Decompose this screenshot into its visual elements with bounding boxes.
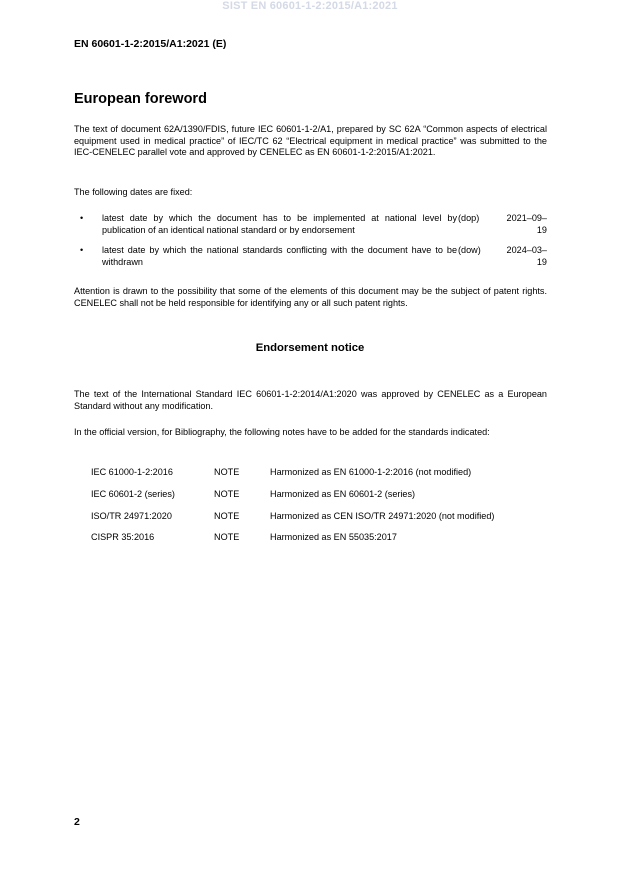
note-standard: ISO/TR 24971:2020: [91, 511, 172, 521]
note-type: NOTE: [214, 511, 240, 521]
note-text: Harmonized as EN 60601-2 (series): [270, 489, 416, 499]
endorsement-text: The text of the International Standard IEC 60601-1-2:2014/A1:2020 was approved by CENELEC as a European Standard without any modification.: [74, 389, 547, 411]
note-text: Harmonized as EN 61000-1-2:2016 (not modified): [270, 467, 472, 477]
note-standard: IEC 60601-2 (series): [91, 489, 175, 499]
bibliography-intro: In the official version, for Bibliography, the following notes have to be added for the standards indicated:: [74, 427, 490, 437]
dow-label: (dow): [458, 245, 481, 255]
note-type: NOTE: [214, 467, 240, 477]
bullet-icon: •: [80, 245, 84, 255]
note-text: Harmonized as EN 55035:2017: [270, 532, 397, 542]
watermark: SIST EN 60601-1-2:2015/A1:2021: [222, 0, 398, 12]
note-type: NOTE: [214, 532, 240, 542]
dow-description: latest date by which the national standards conflicting with the document have to be withdrawn: [102, 245, 457, 267]
dop-date: 2021–09–19: [506, 213, 547, 235]
page-number: 2: [74, 816, 80, 828]
patent-notice: Attention is drawn to the possibility that some of the elements of this document may be the subject of patent rights. CENELEC shall not be held responsible for identifying any or all such patent rights.: [74, 286, 547, 308]
dates-intro: The following dates are fixed:: [74, 187, 193, 197]
dow-date: 2024–03–19: [506, 245, 547, 267]
note-standard: CISPR 35:2016: [91, 532, 155, 542]
foreword-intro: The text of document 62A/1390/FDIS, future IEC 60601-1-2/A1, prepared by SC 62A “Common aspects of electrical equipment used in medical practice” of IEC/TC 62 “Electrical equipment in medical practice” was submitted to the IEC-CENELEC parallel vote and approved by CENELEC as EN 60601-1-2:2015/A1:2021.: [74, 124, 547, 158]
dop-description: latest date by which the document has to be implemented at national level by publication of an identical national standard or by endorsement: [102, 213, 457, 235]
note-text: Harmonized as CEN ISO/TR 24971:2020 (not modified): [270, 511, 495, 521]
note-standard: IEC 61000-1-2:2016: [91, 467, 173, 477]
dop-label: (dop): [458, 213, 480, 223]
bullet-icon: •: [80, 213, 84, 223]
foreword-heading: European foreword: [74, 91, 207, 107]
document-id: EN 60601-1-2:2015/A1:2021 (E): [74, 38, 227, 50]
endorsement-heading: Endorsement notice: [255, 342, 365, 354]
note-type: NOTE: [214, 489, 240, 499]
